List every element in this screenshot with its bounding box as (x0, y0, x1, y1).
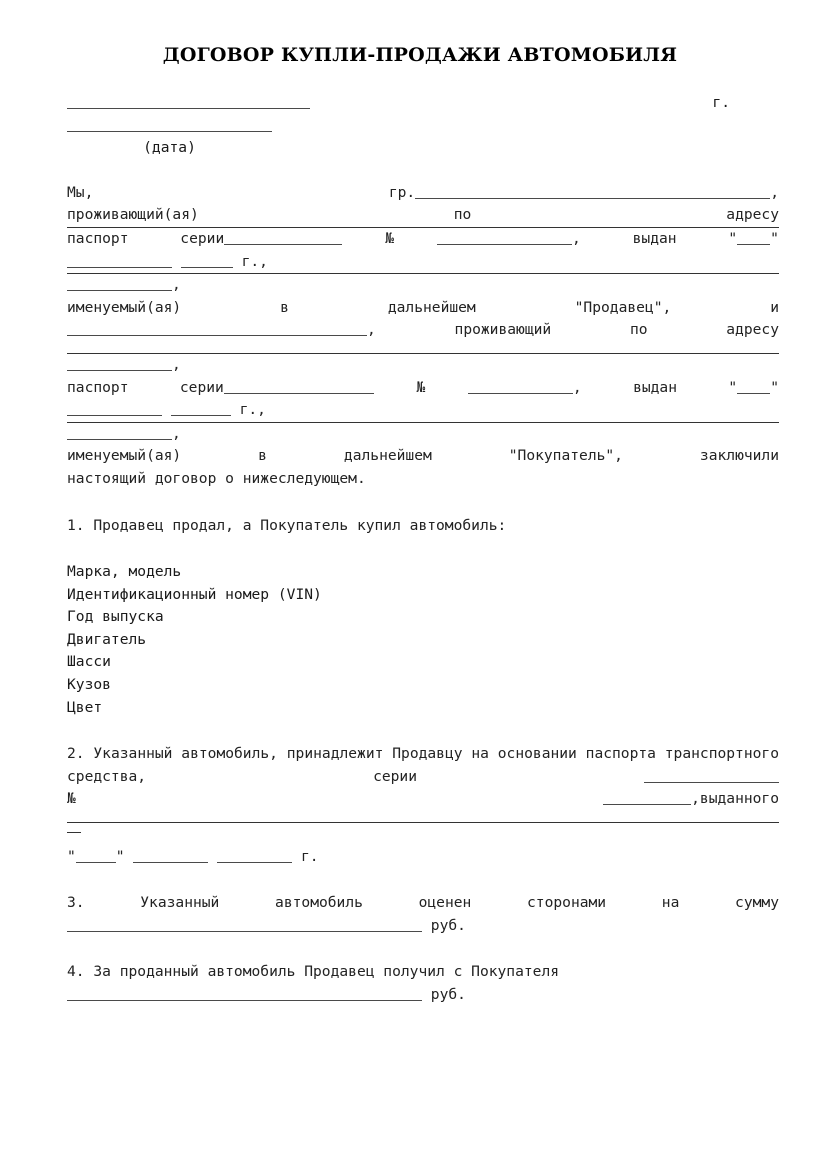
received-amount-blank[interactable] (67, 986, 422, 1001)
date-block (67, 92, 779, 160)
pts-issue-date-row (67, 823, 779, 868)
clause-3-amount-row (67, 915, 779, 938)
seller-issuer-comma: , (172, 276, 181, 294)
seller-passport-number-blank[interactable] (437, 230, 572, 245)
clause-2-number-row (67, 788, 779, 811)
seller-issue-date-line (67, 251, 779, 274)
clause-2 (67, 743, 779, 788)
vehicle-field-make-model: Марка, модель (67, 563, 182, 581)
date-blank-2[interactable] (67, 117, 272, 132)
buyer-issue-year-blank[interactable] (171, 401, 231, 416)
seller-passport-line (67, 228, 779, 251)
buyer-passport-line (67, 377, 779, 400)
date-blank-1[interactable] (67, 94, 310, 109)
clause-2-quote-close: " (115, 847, 125, 865)
seller-residing-line: проживающий(ая) по адресу (67, 206, 779, 224)
seller-issue-day-blank[interactable] (737, 230, 770, 245)
seller-issue-year-suffix: г., (241, 252, 268, 270)
clause-1: 1. Продавец продал, а Покупатель купил автомобиль: (67, 516, 507, 534)
quote-open: " (728, 229, 738, 247)
issued-label: выдан (632, 229, 677, 247)
buyer-passport-series-blank[interactable] (224, 379, 374, 394)
seller-issue-day-group (728, 230, 779, 247)
pts-year-blank[interactable] (217, 848, 292, 863)
clause-4: 4. За проданный автомобиль Продавец получил с Покупателя (67, 963, 560, 981)
buyer-passport-series-label: паспорт серии (67, 378, 224, 396)
clause-2-year-suffix: г. (300, 847, 319, 865)
page-title: ДОГОВОР КУПЛИ-ПРОДАЖИ АВТОМОБИЛЯ (162, 44, 678, 66)
seller-passport-comma: , (572, 229, 581, 247)
buyer-quote-close: " (770, 378, 779, 396)
buyer-address-comma: , (172, 355, 181, 373)
price-amount-blank[interactable] (67, 917, 422, 932)
buyer-address-blank-2[interactable] (67, 356, 172, 371)
buyer-residing-text: , проживающий по адресу (367, 321, 779, 339)
date-caption: (дата) (143, 139, 196, 157)
buyer-designation-line: именуемый(ая) в дальнейшем "Покупатель", заключили (67, 447, 779, 465)
we-label: Мы, (67, 183, 94, 201)
date-line-2 (67, 115, 779, 138)
seller-issue-month-blank[interactable] (67, 253, 172, 268)
buyer-issuer-blank-2[interactable] (67, 425, 172, 440)
buyer-issue-day-group (728, 379, 779, 396)
clause-3: 3. Указанный автомобиль оценен сторонами на сумму (67, 894, 779, 912)
seller-issue-year-blank[interactable] (181, 253, 233, 268)
vehicle-field-vin: Идентификационный номер (VIN) (67, 585, 322, 603)
passport-series-label: паспорт серии (67, 229, 225, 247)
buyer-issued-label: выдан (633, 378, 677, 396)
pts-number-blank[interactable] (603, 790, 691, 805)
clause-2-issued-by: выданного (699, 790, 779, 808)
date-line-1 (67, 92, 779, 115)
vehicle-field-chassis: Шасси (67, 653, 111, 671)
vehicle-field-color: Цвет (67, 698, 103, 716)
clause-2-quote-open: " (67, 847, 76, 865)
buyer-issuer-blank-row-2 (67, 423, 779, 446)
vehicle-field-year: Год выпуска (67, 608, 164, 626)
seller-name-comma: , (770, 183, 779, 201)
buyer-number-sign: № (373, 378, 468, 396)
buyer-passport-number-blank[interactable] (468, 379, 573, 394)
clause-2-number-sign: № (67, 790, 604, 808)
seller-name-blank[interactable] (415, 184, 770, 199)
pts-series-blank[interactable] (644, 768, 779, 783)
buyer-address-blank-row-2 (67, 354, 779, 377)
pts-issuer-blank-short[interactable] (67, 832, 81, 833)
buyer-issue-date-line (67, 399, 779, 422)
buyer-name-line (67, 319, 779, 342)
clause-4-currency: руб. (430, 986, 466, 1003)
clause-3-currency: руб. (430, 916, 466, 934)
buyer-issue-year-suffix: г., (239, 401, 266, 419)
seller-issuer-blank-2[interactable] (67, 276, 172, 291)
citizen-abbr: гр. (388, 183, 416, 201)
buyer-designation-line-2: настоящий договор о нижеследующем. (67, 469, 366, 487)
buyer-name-blank[interactable] (67, 321, 367, 336)
seller-passport-series-blank[interactable] (224, 230, 342, 245)
buyer-issue-day-blank[interactable] (737, 379, 770, 394)
pts-month-blank[interactable] (133, 848, 208, 863)
quote-close: " (770, 229, 779, 247)
buyer-issue-month-blank[interactable] (67, 401, 162, 416)
clause-2-comma: , (691, 790, 700, 808)
clause-2-text: 2. Указанный автомобиль, принадлежит Продавцу на основании паспорта транспортного средства, серии (67, 745, 779, 785)
buyer-passport-comma: , (572, 378, 582, 396)
buyer-issuer-comma: , (172, 424, 181, 442)
clause-4-amount-row (67, 984, 779, 1007)
pts-day-blank[interactable] (76, 848, 116, 863)
seller-designation-line: именуемый(ая) в дальнейшем "Продавец", и (67, 298, 779, 316)
vehicle-field-body: Кузов (67, 676, 111, 694)
vehicle-field-engine: Двигатель (67, 630, 147, 648)
vehicle-field-list (67, 561, 779, 719)
document-body (67, 92, 779, 1007)
date-year-suffix: г. (712, 94, 730, 111)
seller-intro-line (67, 182, 779, 205)
seller-issuer-blank-row-2 (67, 274, 779, 297)
number-sign: № (342, 229, 438, 247)
buyer-quote-open: " (728, 378, 738, 396)
